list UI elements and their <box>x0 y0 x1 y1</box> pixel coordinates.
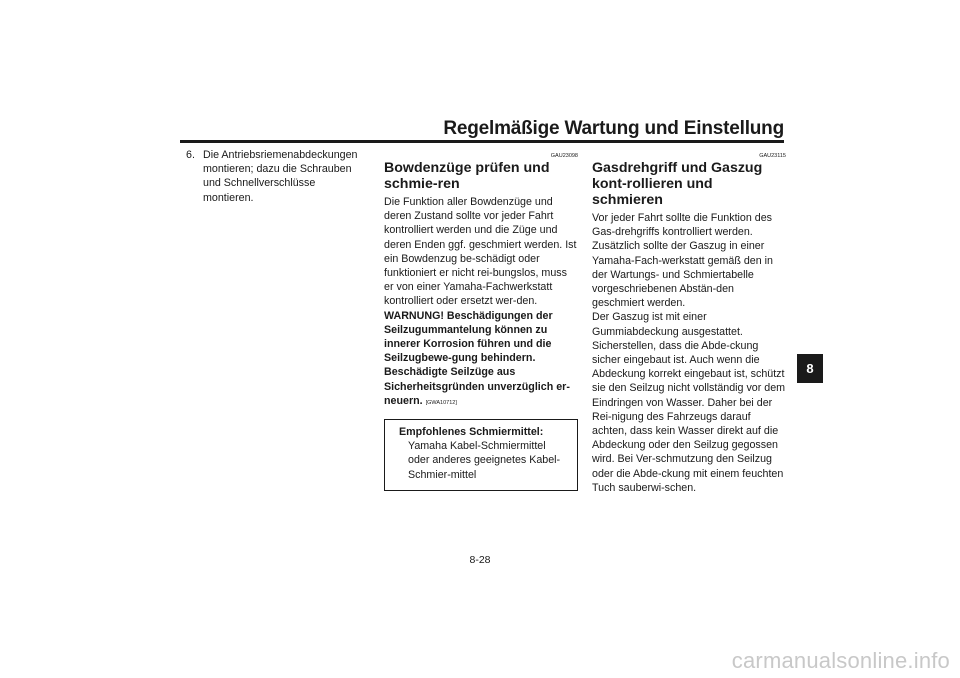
chapter-tab: 8 <box>797 354 823 383</box>
section-body <box>384 195 578 410</box>
header-rule <box>180 140 784 143</box>
section-paragraph-1: Vor jeder Fahrt sollte die Funktion des Gas-drehgriffs kontrolliert werden. Zusätzlich sollte der Gaszug in einer Yamaha-Fach-werkstatt gemäß den in der Wartungs- und Schmiertabelle vorgeschriebenen Abstän-den geschmiert werden. <box>592 212 773 310</box>
section-code: GAU23115 <box>759 153 786 159</box>
section-bowdenzuege <box>384 148 578 491</box>
step-text: Die Antriebsriemenabdeckungen montieren; dazu die Schrauben und Schnellverschlüsse montieren. <box>203 149 358 204</box>
lubricant-info-box <box>384 419 578 491</box>
info-box-text: Yamaha Kabel-Schmiermittel oder anderes geeignetes Kabel-Schmier-mittel <box>408 440 561 481</box>
section-title: Gasdrehgriff und Gaszug kont-rollieren und schmieren <box>592 160 763 208</box>
watermark: carmanualsonline.info <box>731 648 950 673</box>
section-paragraph-2: Der Gaszug ist mit einer Gummiabdeckung ausgestattet. Sicherstellen, dass die Abde-ckung sicher eingebaut ist. Auch wenn die Abdeckung korrekt eingebaut ist, schützt sie den Seilzug nicht vollständig vor dem Eindringen von Wasser. Daher bei der Rei-nigung des Fahrzeugs darauf achten, dass kein Wasser direkt auf die Abdeckung oder den Seilzug gegossen wird. Bei Ver-schmutzung den Seilzug oder die Abde-ckung mit einem feuchten Tuch sauberwi-schen. <box>592 311 786 494</box>
left-column <box>186 148 368 205</box>
page-header-title: Regelmäßige Wartung und Einstellung <box>443 118 784 139</box>
warning-code: [GWA10712] <box>425 399 457 406</box>
page-number: 8-28 <box>469 554 491 566</box>
section-code: GAU23098 <box>550 153 578 159</box>
section-title: Bowdenzüge prüfen und schmie-ren <box>384 160 550 192</box>
warning-text: WARNUNG! Beschädigungen der Seilzugummantelung können zu innerer Korrosion führen und die Seilzugbewe-gung behindern. Beschädigte Seilzüge aus Sicherheitsgründen unverzüglich er-neuern. <box>384 309 570 407</box>
step-item <box>186 148 368 205</box>
info-box-title: Empfohlenes Schmiermittel: <box>399 426 544 439</box>
section-body-text: Die Funktion aller Bowdenzüge und deren Zustand sollte vor jeder Fahrt kontrolliert werden und die Züge und deren Enden ggf. geschmiert werden. Ist ein Bowdenzug be-schädigt oder funktioniert er nicht rei-bungslos, muss er von einer Yamaha-Fachwerkstatt kontrolliert oder ersetzt wer-den. <box>384 196 577 308</box>
section-gasdrehgriff <box>592 148 786 495</box>
step-number: 6. <box>186 149 195 161</box>
